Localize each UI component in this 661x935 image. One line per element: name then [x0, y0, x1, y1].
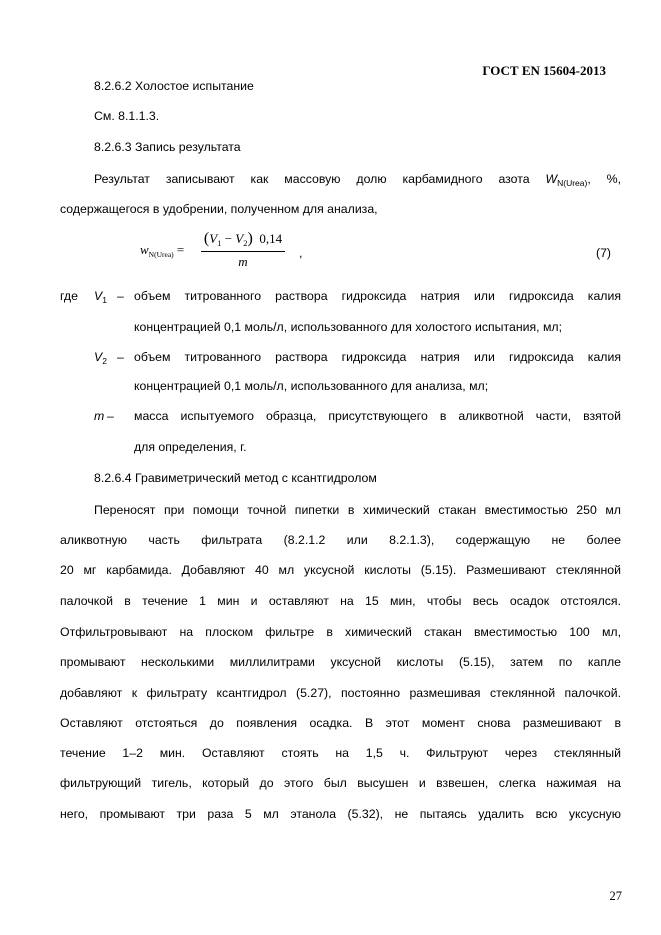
close-paren: ) — [247, 230, 253, 247]
result-para-line-1 — [94, 172, 621, 186]
where-m-symbol — [94, 409, 104, 423]
num-factor: 0,14 — [259, 231, 283, 246]
formula-equals: = — [176, 242, 185, 257]
v1-sub: 1 — [102, 295, 107, 305]
where-label: где — [60, 289, 78, 303]
where-v1-dash: – — [117, 289, 124, 303]
grav-line-2: аликвотную часть фильтрата (8.2.1.2 или 8.2.1.3), содержащую не более — [60, 533, 621, 547]
heading-8-2-6-3: 8.2.6.3 Запись результата — [94, 140, 241, 154]
num-v2: V — [235, 231, 244, 246]
grav-line-7: добавляют к фильтрату ксантгидрол (5.27), постоянно размешивая стеклянной палочкой. — [60, 686, 621, 700]
formula-comma: , — [299, 246, 303, 260]
where-v2-symbol — [94, 350, 107, 364]
w-tail: , %, — [587, 172, 621, 186]
num-v1-sub: 1 — [217, 238, 222, 248]
formula-w: w — [140, 242, 149, 257]
fraction-bar — [201, 251, 285, 252]
grav-line-6: промывают несколькими миллилитрами уксусной кислоты (5.15), затем по капле — [60, 655, 621, 669]
v2-sym: V — [94, 350, 103, 364]
grav-line-5: Отфильтровывают на плоском фильтре в химический стакан вместимостью 100 мл, — [60, 625, 621, 639]
formula-number: (7) — [596, 246, 612, 260]
where-m-line-2: для определения, г. — [134, 440, 247, 454]
v1-sym: V — [94, 289, 103, 303]
grav-line-8: Оставляют отстояться до появления осадка. В этот момент снова размешивают в — [60, 716, 621, 730]
w-subscript: N(Urea) — [557, 178, 588, 188]
grav-line-11: него, промывают три раза 5 мл этанола (5.32), не пытаясь удалить всю уксусную — [60, 807, 621, 821]
reference-text: См. 8.1.1.3. — [94, 109, 160, 123]
w-symbol: W — [545, 172, 558, 186]
where-v2-line-2: концентрацией 0,1 моль/л, использованного для анализа, мл; — [134, 379, 489, 393]
w-urea-symbol — [545, 172, 621, 186]
formula-lhs — [140, 242, 184, 258]
num-v1: V — [209, 231, 218, 246]
heading-8-2-6-4: 8.2.6.4 Гравиметрический метод с ксантгидролом — [94, 471, 377, 485]
result-para-line-2: содержащегося в удобрении, полученном для анализа, — [60, 202, 378, 216]
where-v1-symbol — [94, 289, 107, 303]
open-paren: ( — [203, 230, 210, 247]
heading-8-2-6-2: 8.2.6.2 Холостое испытание — [94, 79, 254, 93]
num-minus: − — [221, 231, 236, 246]
where-v1-line-1: объем титрованного раствора гидроксида натрия или гидроксида калия — [134, 289, 621, 303]
formula-denominator: m — [238, 254, 248, 269]
v2-sub: 2 — [102, 356, 107, 366]
grav-line-3: 20 мг карбамида. Добавляют 40 мл уксусной кислоты (5.15). Размешивают стеклянной — [60, 563, 621, 577]
where-v2-line-1: объем титрованного раствора гидроксида натрия или гидроксида калия — [134, 350, 621, 364]
m-sym: m — [94, 409, 105, 423]
formula-numerator — [200, 230, 286, 248]
grav-line-4: палочкой в течение 1 мин и оставляют на 15 мин, чтобы весь осадок отстоялся. — [60, 594, 621, 608]
grav-line-10: фильтрующий тигель, который до этого был высушен и взвешен, слегка нажимая на — [60, 776, 621, 790]
where-m-dash: – — [107, 409, 114, 423]
standard-code: ГОСТ EN 15604-2013 — [482, 63, 606, 78]
num-v2-sub: 2 — [243, 238, 248, 248]
formula-w-sub: N(Urea) — [148, 250, 174, 259]
where-v1-line-2: концентрацией 0,1 моль/л, использованного для холостого испытания, мл; — [134, 320, 563, 334]
formula-fraction — [200, 230, 286, 272]
where-v2-dash: – — [117, 350, 124, 364]
grav-line-9: течение 1–2 мин. Оставляют стоять на 1,5 ч. Фильтруют через стеклянный — [60, 746, 621, 760]
page-number: 27 — [609, 889, 622, 903]
where-m-line-1: масса испытуемого образца, присутствующего в аликвотной части, взятой — [134, 409, 621, 423]
result-text: Результат записывают как массовую долю карбамидного азота — [94, 172, 530, 186]
grav-line-1: Переносят при помощи точной пипетки в химический стакан вместимостью 250 мл — [94, 503, 621, 517]
